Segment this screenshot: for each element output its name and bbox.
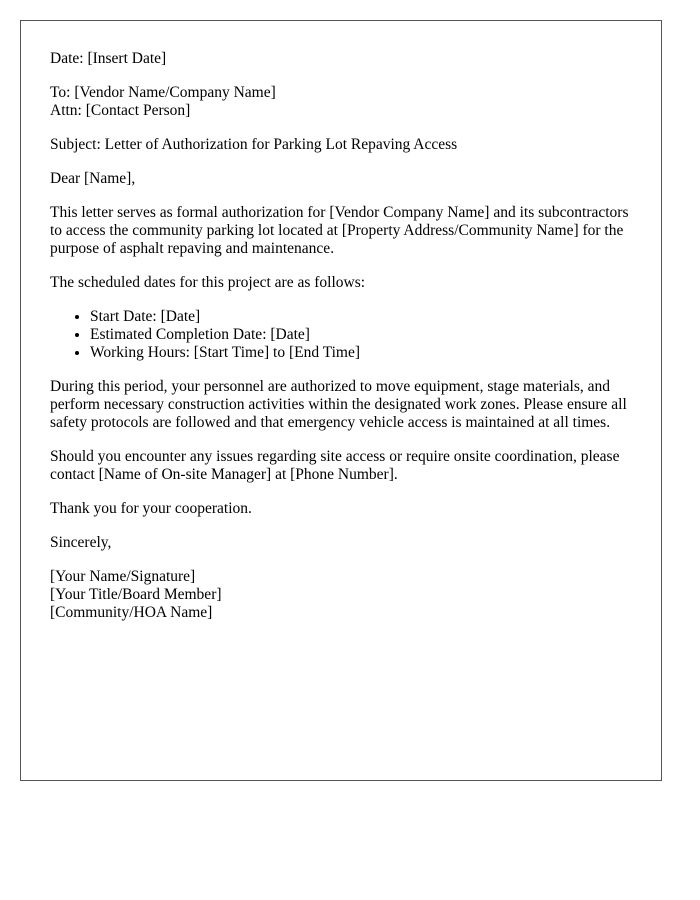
closing-line: Sincerely, <box>50 534 112 551</box>
conduct-paragraph: During this period, your personnel are authorized to move equipment, stage materials, and perform necessary construction activities within the designated work zones. Please ensure all safety protocols are followed and that emergency vehicle access is maintained at all times. <box>50 378 627 431</box>
schedule-item-working-hours: • Working Hours: [Start Time] to [End Time] <box>90 344 635 362</box>
signature-organization: [Community/HOA Name] <box>50 604 213 621</box>
schedule-intro: The scheduled dates for this project are as follows: <box>50 274 366 291</box>
date-line: Date: [Insert Date] <box>50 50 167 67</box>
schedule-item-completion-date: • Estimated Completion Date: [Date] <box>90 326 635 344</box>
recipient-block <box>50 84 635 120</box>
thanks-line: Thank you for your cooperation. <box>50 500 252 517</box>
authorization-paragraph: This letter serves as formal authorization for [Vendor Company Name] and its subcontractors to access the community parking lot located at [Property Address/Community Name] for the purpose of asphalt repaving and maintenance. <box>50 204 629 257</box>
schedule-list <box>50 308 635 362</box>
letter-page <box>20 20 662 781</box>
to-line: To: [Vendor Name/Company Name] <box>50 84 276 101</box>
contact-paragraph: Should you encounter any issues regarding site access or require onsite coordination, please contact [Name of On-site Manager] at [Phone Number]. <box>50 448 620 483</box>
signature-name: [Your Name/Signature] <box>50 568 196 585</box>
attn-line: Attn: [Contact Person] <box>50 102 191 119</box>
schedule-item-start-date: • Start Date: [Date] <box>90 308 635 326</box>
salutation: Dear [Name], <box>50 170 136 187</box>
signature-title: [Your Title/Board Member] <box>50 586 222 603</box>
signature-block <box>50 568 635 622</box>
subject-line: Subject: Letter of Authorization for Parking Lot Repaving Access <box>50 136 458 153</box>
letter-body <box>50 50 635 622</box>
